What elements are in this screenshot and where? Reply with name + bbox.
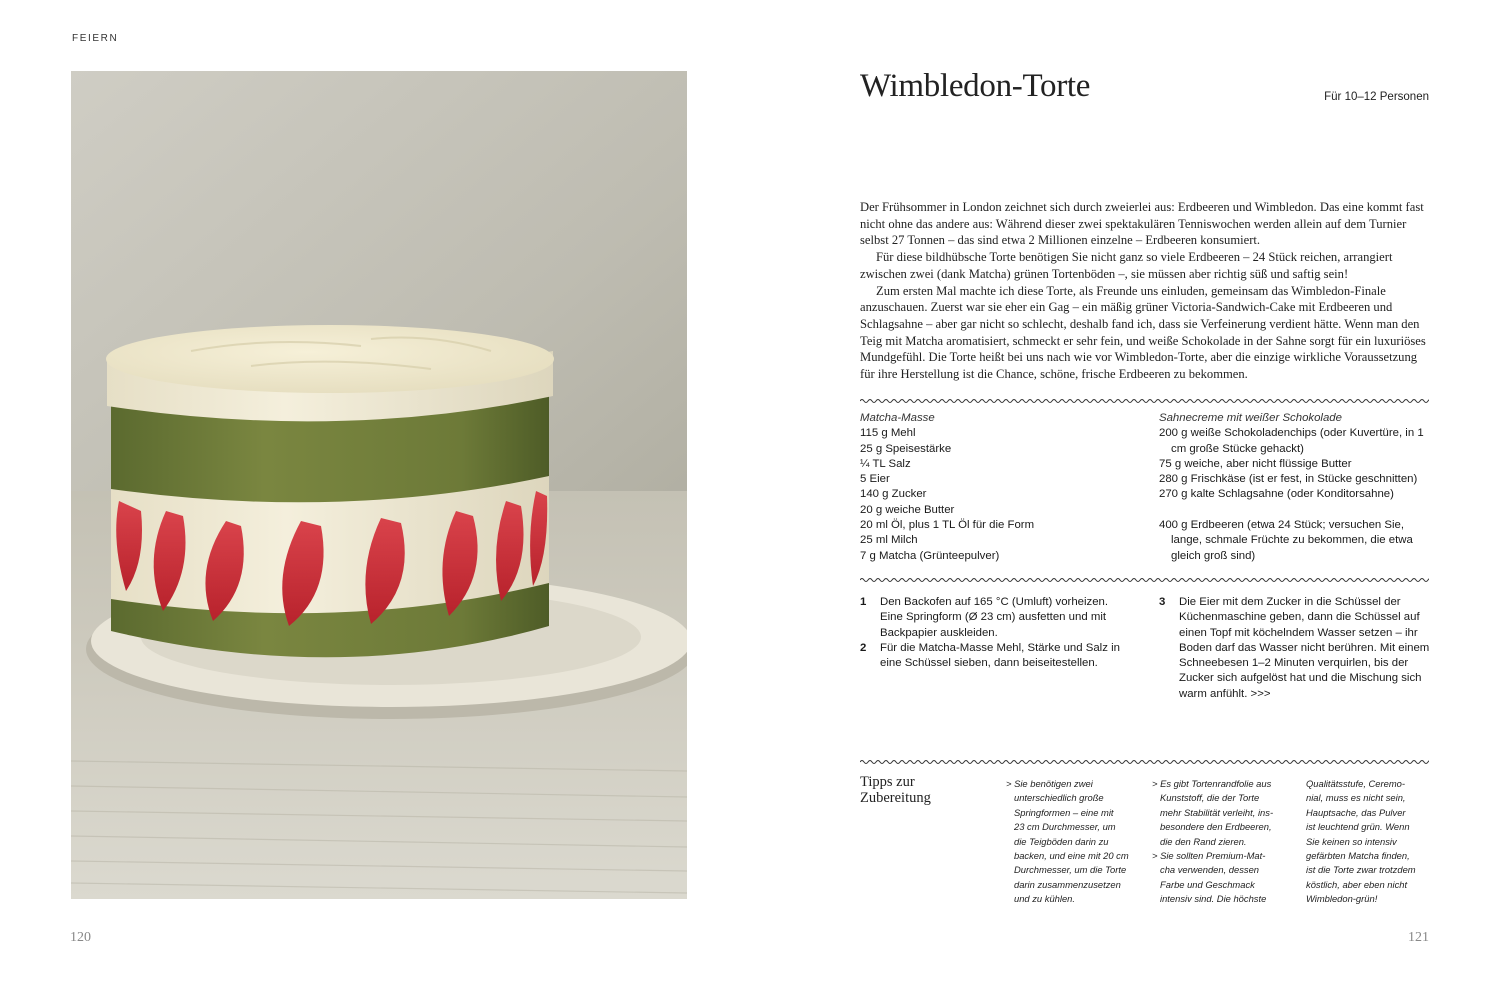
- cake-photo: [71, 71, 687, 899]
- tip-line: Sie keinen so intensiv: [1306, 835, 1397, 847]
- method-step: [1159, 595, 1434, 702]
- ingredients-matcha: [860, 411, 1145, 564]
- ingredient-item: 5 Eier: [860, 473, 890, 486]
- tip-line: ist die Torte zwar trotzdem: [1306, 864, 1416, 876]
- ingredient-item: 25 g Speisestärke: [860, 442, 952, 455]
- ingredient-heading: Sahnecreme mit weißer Schokolade: [1159, 412, 1342, 424]
- wave-divider: [860, 576, 1429, 584]
- intro-paragraph: Für diese bildhübsche Torte benötigen Sie nicht ganz so viele Erdbeeren – 24 Stück reichen, arrangiert zwischen zwei (dank Matcha) grünen Tortenböden –, sie müssen aber richtig süß und saftig sein!: [860, 250, 1393, 281]
- tip-line: Hauptsache, das Pulver: [1306, 806, 1406, 818]
- tip-line: Durchmesser, um die Torte: [1014, 864, 1127, 876]
- ingredient-item: 115 g Mehl: [860, 427, 916, 440]
- method-step: [860, 641, 1130, 672]
- ingredient-item: 7 g Matcha (Grünteepulver): [860, 549, 1000, 562]
- ingredient-item: 200 g weiße Schokoladenchips (oder Kuvertüre, in 1 cm große Stücke gehackt): [1159, 427, 1424, 455]
- tips-heading: [860, 774, 931, 806]
- tip-line: besondere den Erdbeeren,: [1160, 821, 1272, 833]
- ingredients-cream: [1159, 411, 1434, 564]
- ingredient-item: 20 ml Öl, plus 1 TL Öl für die Form: [860, 519, 1035, 532]
- ingredient-item: 25 ml Milch: [860, 534, 918, 547]
- recipe-title: Wimbledon-Torte: [860, 68, 1091, 104]
- step-number: 3: [1159, 596, 1166, 608]
- step-number: 1: [860, 596, 867, 608]
- tips-column-3: [1306, 777, 1431, 907]
- step-text: Den Backofen auf 165 °C (Umluft) vorheizen. Eine Springform (Ø 23 cm) ausfetten und mit Backpapier auskleiden.: [880, 596, 1109, 639]
- tips-heading-line: Zubereitung: [860, 790, 931, 806]
- tip-line: Farbe und Geschmack: [1160, 878, 1255, 890]
- tip-line: > Es gibt Tortenrandfolie aus: [1152, 778, 1272, 789]
- intro-paragraph: Der Frühsommer in London zeichnet sich durch zweierlei aus: Erdbeeren und Wimbledon. Das eine kommt fast nicht ohne das andere aus: Während dieser zwei spektakulären Tenniswochen werden allein auf dem Turnier selbst 27 Tonnen – das sind etwa 2 Millionen einzelne – Erdbeeren konsumiert.: [860, 200, 1424, 248]
- tip-line: Qualitätsstufe, Ceremo-: [1306, 778, 1405, 789]
- page-number-left: 120: [70, 930, 91, 945]
- tips-column-1: [1006, 777, 1141, 907]
- tip-line: Wimbledon-grün!: [1306, 893, 1378, 905]
- ingredient-item: 280 g Frischkäse (ist er fest, in Stücke geschnitten): [1159, 473, 1418, 486]
- step-number: 2: [860, 641, 867, 654]
- tip-line: backen, und eine mit 20 cm: [1014, 850, 1129, 862]
- ingredient-heading: Matcha-Masse: [860, 412, 935, 424]
- tip-line: die den Rand zieren.: [1160, 835, 1247, 847]
- intro-paragraph: Zum ersten Mal machte ich diese Torte, als Freunde uns einluden, gemeinsam das Wimbledon-Finale anzuschauen. Zuerst war sie eher ein Gag – ein mäßig grüner Victoria-Sandwich-Cake mit Erdbeeren und Schlagsahne – aber gar nicht so schlecht, deshalb fand ich, dass sie Verfeinerung verdient hätte. Wenn man den Teig mit Matcha aromatisiert, schmeckt er sehr fein, und weiße Schokolade in der Sahne sorgt für ein luxuriöses Mundgefühl. Die Torte heißt bei uns nach wie vor Wimbledon-Torte, aber die einzige wirkliche Voraussetzung für ihre Herstellung ist die Chance, schöne, frische Erdbeeren zu bekommen.: [860, 283, 1426, 382]
- wave-divider: [860, 397, 1429, 405]
- step-text: Die Eier mit dem Zucker in die Schüssel der Küchenmaschine geben, dann die Schüssel auf einen Topf mit köchelndem Wasser setzen – ihr Boden darf das Wasser nicht berühren. Mit einem Schneebesen 1–2 Minuten verquirlen, bis der Zucker sich aufgelöst hat und die Mischung sich warm anfühlt. >>>: [1179, 596, 1430, 700]
- tip-line: ist leuchtend grün. Wenn: [1306, 821, 1410, 833]
- tip-line: Kunststoff, die der Torte: [1160, 792, 1260, 804]
- tips-column-2: [1152, 777, 1292, 907]
- ingredient-item: 140 g Zucker: [860, 488, 927, 501]
- tip-line: 23 cm Durchmesser, um: [1014, 821, 1116, 833]
- page-number-right: 121: [1408, 930, 1429, 945]
- ingredient-item: 75 g weiche, aber nicht flüssige Butter: [1159, 457, 1352, 470]
- tips-heading-line: Tipps zur: [860, 774, 915, 790]
- ingredient-item: 20 g weiche Butter: [860, 503, 955, 516]
- tip-line: die Teigböden darin zu: [1014, 835, 1109, 847]
- method-step: [860, 595, 1130, 641]
- tip-line: mehr Stabilität verleiht, ins-: [1160, 806, 1274, 818]
- tip-line: > Sie benötigen zwei: [1006, 778, 1093, 789]
- ingredient-item: 270 g kalte Schlagsahne (oder Konditorsahne): [1159, 488, 1394, 501]
- steps-right: [1159, 595, 1434, 702]
- tip-line: Springformen – eine mit: [1014, 806, 1114, 818]
- ingredient-item: ¼ TL Salz: [860, 457, 911, 470]
- intro-text: [860, 199, 1432, 383]
- tip-line: und zu kühlen.: [1014, 893, 1075, 905]
- tip-line: > Sie sollten Premium-Mat-: [1152, 850, 1266, 862]
- tip-line: unterschiedlich große: [1014, 792, 1104, 804]
- running-head: FEIERN: [72, 33, 119, 44]
- wave-divider: [860, 758, 1429, 766]
- servings: Für 10–12 Personen: [1324, 91, 1429, 103]
- tip-line: intensiv sind. Die höchste: [1160, 893, 1267, 905]
- ingredient-item-strawberries: 400 g Erdbeeren (etwa 24 Stück; versuchen Sie, lange, schmale Früchte zu bekommen, die etwa gleich groß sind): [1159, 519, 1413, 562]
- tip-line: cha verwenden, dessen: [1160, 864, 1260, 876]
- tip-line: köstlich, aber eben nicht: [1306, 878, 1408, 890]
- step-text: Für die Matcha-Masse Mehl, Stärke und Salz in eine Schüssel sieben, dann beiseitestellen.: [880, 641, 1120, 670]
- tip-line: darin zusammenzusetzen: [1014, 878, 1121, 890]
- steps-left: [860, 595, 1130, 671]
- tip-line: nial, muss es nicht sein,: [1306, 792, 1406, 804]
- tip-line: gefärbten Matcha finden,: [1306, 850, 1410, 862]
